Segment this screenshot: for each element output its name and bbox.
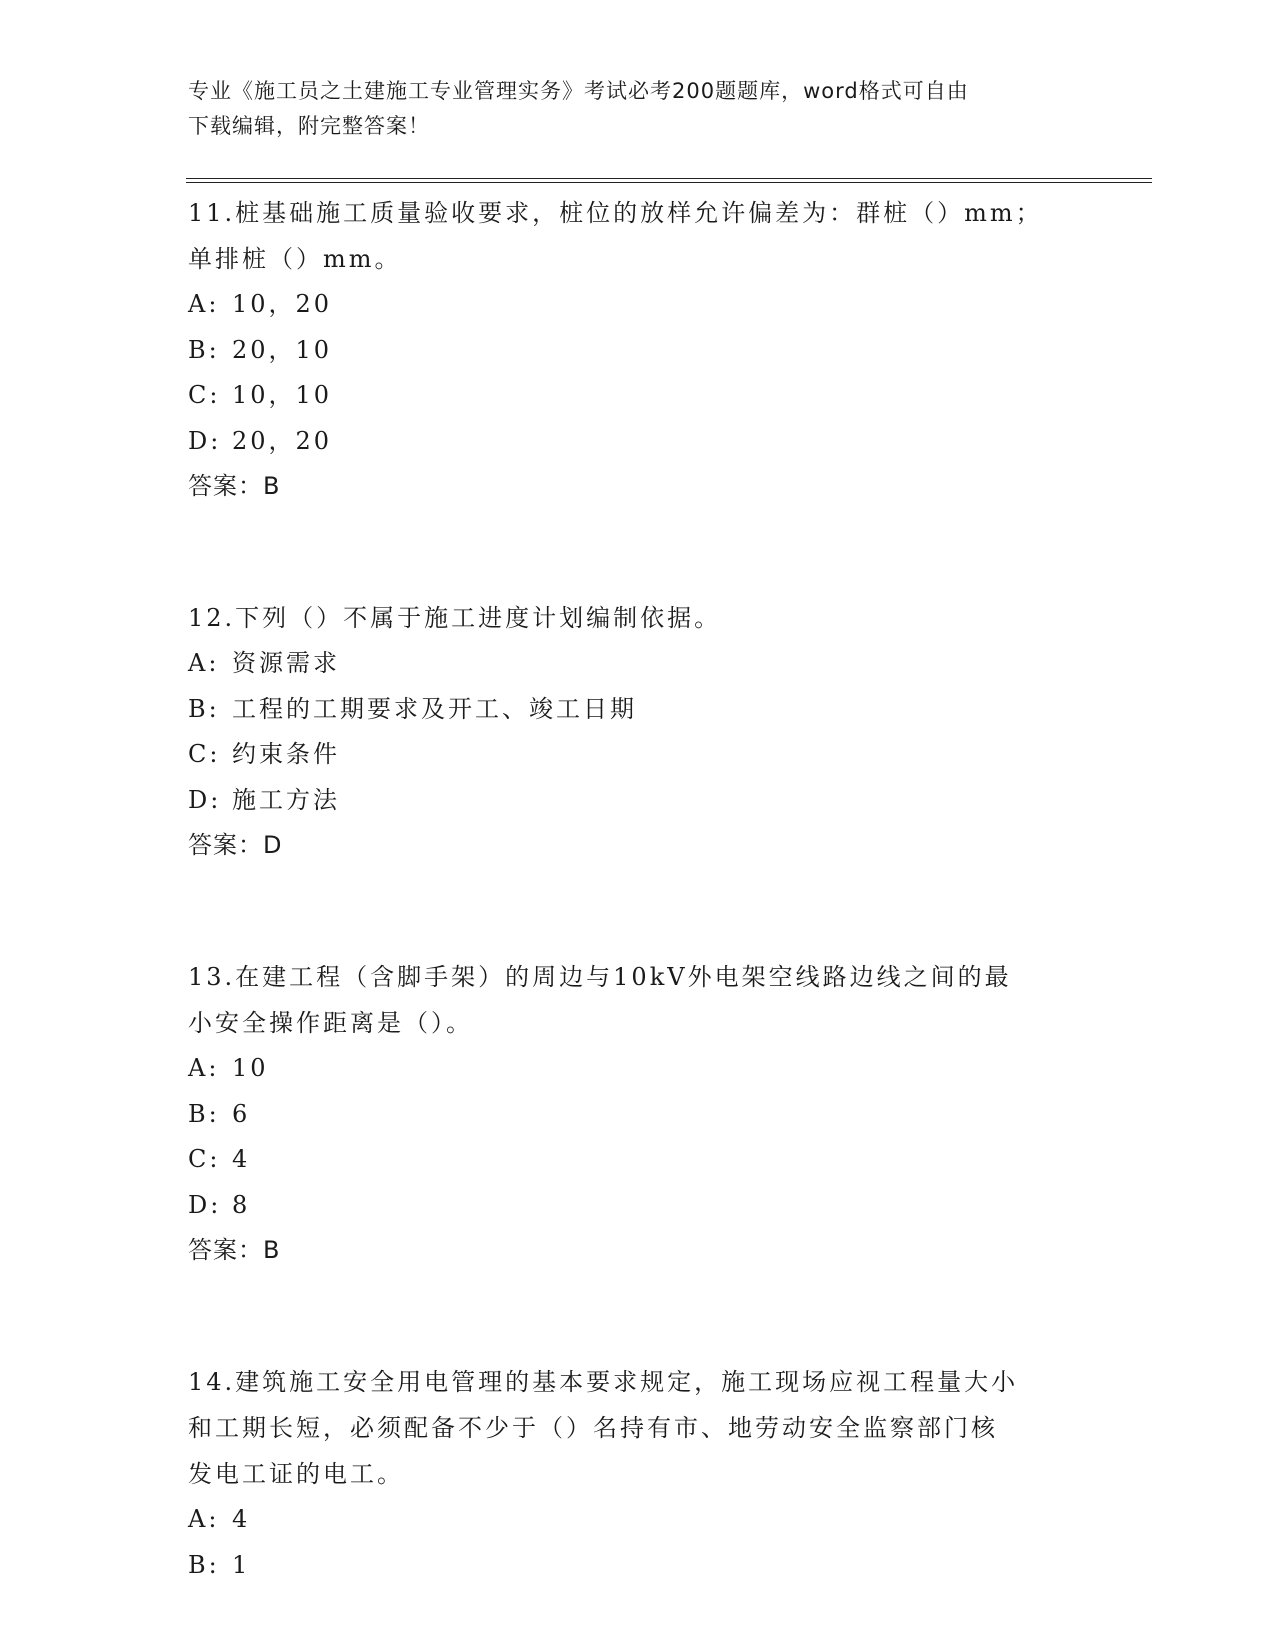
header-divider-double — [186, 182, 1152, 183]
question-14 — [188, 1359, 1088, 1588]
answer: 答案：B — [188, 1236, 281, 1264]
question-stem: 发电工证的电工。 — [188, 1460, 404, 1488]
question-stem: 13.在建工程（含脚手架）的周边与10kV外电架空线路边线之间的最 — [188, 963, 1012, 991]
option-c: C: 10，10 — [188, 381, 333, 409]
header-line-1: 专业《施工员之土建施工专业管理实务》考试必考200题题库，word格式可自由 — [188, 79, 969, 103]
option-d: D: 施工方法 — [188, 785, 340, 814]
header-divider — [186, 178, 1152, 179]
question-list — [188, 190, 1088, 1588]
option-a: A: 4 — [188, 1505, 251, 1533]
option-b: B: 6 — [188, 1099, 251, 1128]
option-c: C: 约束条件 — [188, 740, 340, 768]
document-header — [188, 74, 1088, 144]
question-stem: 11.桩基础施工质量验收要求，桩位的放样允许偏差为：群桩（）mm； — [188, 199, 1043, 227]
question-stem: 12.下列（）不属于施工进度计划编制依据。 — [188, 604, 722, 632]
answer: 答案：B — [188, 472, 281, 500]
option-a: A: 10，20 — [188, 290, 333, 318]
option-b: B: 20，10 — [188, 335, 333, 364]
option-a: A: 10 — [188, 1054, 269, 1082]
option-b: B: 工程的工期要求及开工、竣工日期 — [188, 694, 637, 723]
question-stem: 单排桩（）mm。 — [188, 245, 402, 273]
answer: 答案：D — [188, 831, 283, 859]
question-12 — [188, 595, 1088, 868]
option-d: D: 20，20 — [188, 426, 333, 455]
question-stem: 小安全操作距离是（）。 — [188, 1009, 473, 1037]
question-stem: 和工期长短，必须配备不少于（）名持有市、地劳动安全监察部门核 — [188, 1414, 998, 1442]
header-line-2: 下载编辑，附完整答案！ — [188, 114, 430, 138]
question-stem: 14.建筑施工安全用电管理的基本要求规定，施工现场应视工程量大小 — [188, 1368, 1019, 1396]
option-c: C: 4 — [188, 1145, 251, 1173]
question-11 — [188, 190, 1088, 509]
question-13 — [188, 954, 1088, 1273]
option-d: D: 8 — [188, 1190, 251, 1219]
option-a: A: 资源需求 — [188, 649, 340, 677]
option-b: B: 1 — [188, 1550, 251, 1579]
